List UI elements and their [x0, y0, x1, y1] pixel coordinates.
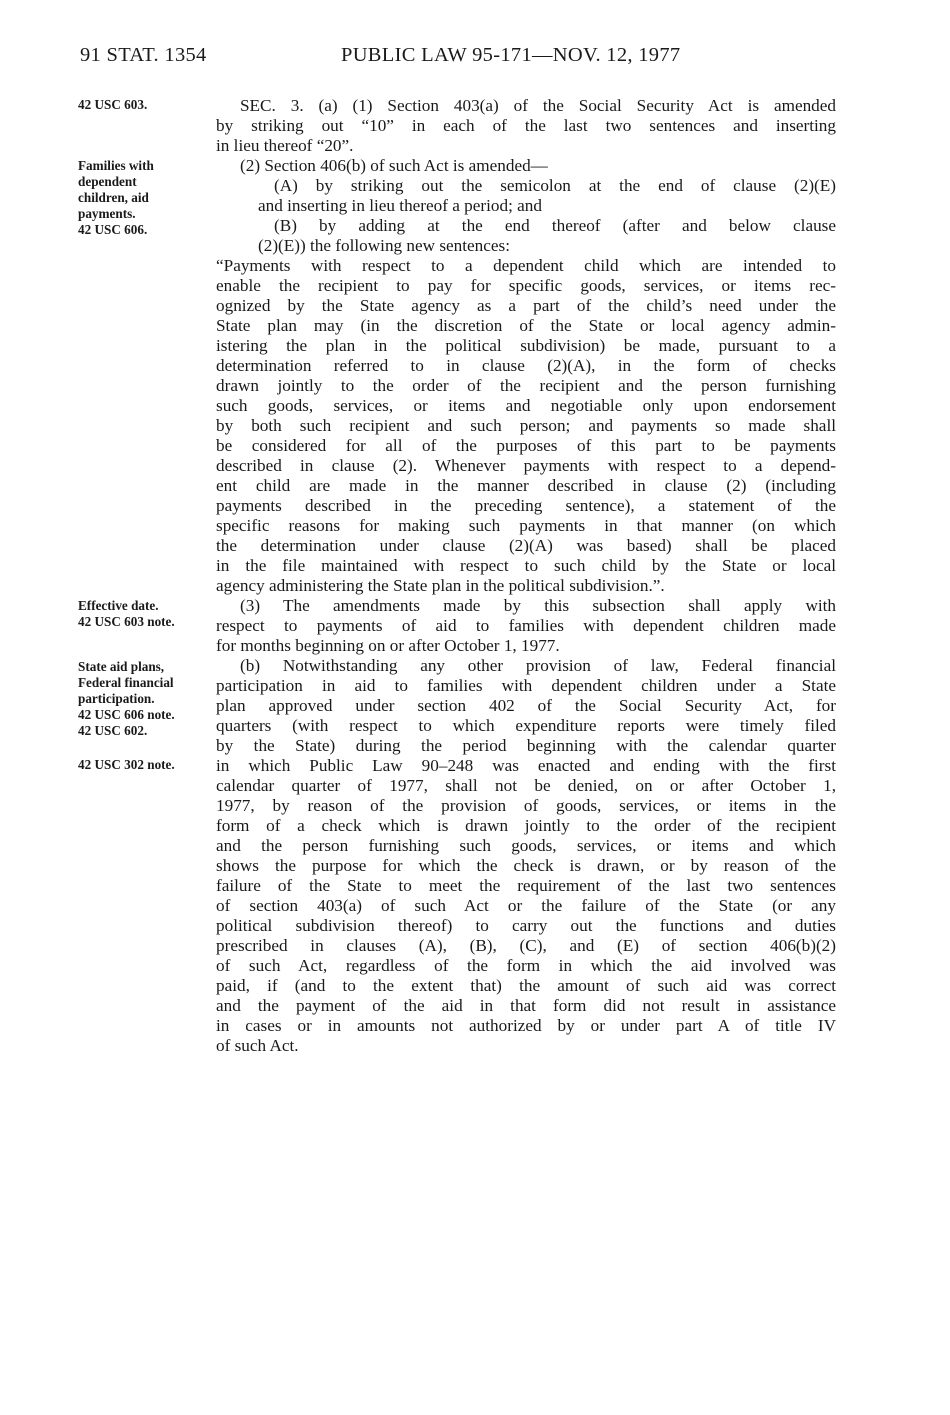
text-line: agency administering the State plan in the political subdivision.”. — [216, 576, 665, 595]
margin-note-line: 42 USC 602. — [78, 723, 148, 738]
text-line: in lieu thereof “20”. — [216, 136, 354, 155]
text-line: quarters (with respect to which expenditure reports were timely filed — [216, 716, 836, 735]
margin-note-usc-302 — [78, 757, 208, 773]
margin-note-effective-date — [78, 598, 208, 630]
text-line: be considered for all of the purposes of this part to be payments — [216, 436, 836, 455]
text-line: paid, if (and to the extent that) the amount of such aid was correct — [216, 976, 836, 995]
text-line: (B) by adding at the end thereof (after and below clause — [274, 216, 836, 235]
text-line: State plan may (in the discretion of the State or local agency admin- — [216, 316, 836, 335]
statute-body — [216, 96, 836, 1056]
running-head: PUBLIC LAW 95-171—NOV. 12, 1977 — [341, 44, 681, 66]
text-line: (A) by striking out the semicolon at the end of clause (2)(E) — [274, 176, 836, 195]
text-line: and the payment of the aid in that form did not result in assistance — [216, 996, 836, 1015]
margin-note-state-aid — [78, 659, 208, 739]
text-line: SEC. 3. (a) (1) Section 403(a) of the Social Security Act is amended — [240, 96, 836, 115]
text-line: by both such recipient and such person; and payments so made shall — [216, 416, 836, 435]
text-line: and inserting in lieu thereof a period; and — [258, 196, 542, 215]
text-line: for months beginning on or after October 1, 1977. — [216, 636, 560, 655]
text-line: failure of the State to meet the requirement of the last two sentences — [216, 876, 836, 895]
margin-note-line: State aid plans, — [78, 659, 165, 674]
text-line: by striking out “10” in each of the last two sentences and inserting — [216, 116, 836, 135]
text-line: of section 403(a) of such Act or the failure of the State (or any — [216, 896, 836, 915]
text-line: (b) Notwithstanding any other provision of law, Federal financial — [240, 656, 836, 675]
margin-note-families — [78, 158, 208, 238]
margin-note-line: payments. — [78, 206, 136, 221]
text-line: in the file maintained with respect to such child by the State or local — [216, 556, 836, 575]
text-line: ent child are made in the manner described in clause (2) (including — [216, 476, 836, 495]
text-line: ognized by the State agency as a part of the child’s need under the — [216, 296, 836, 315]
text-line: in cases or in amounts not authorized by or under part A of title IV — [216, 1016, 836, 1035]
text-line: (3) The amendments made by this subsection shall apply with — [240, 596, 836, 615]
text-line: such goods, services, or items and negotiable only upon endorsement — [216, 396, 836, 415]
text-line: calendar quarter of 1977, shall not be denied, on or after October 1, — [216, 776, 836, 795]
text-line: plan approved under section 402 of the Social Security Act, for — [216, 696, 836, 715]
text-line: and the person furnishing such goods, services, or items and which — [216, 836, 836, 855]
text-line: (2)(E)) the following new sentences: — [258, 236, 510, 255]
text-line: by the State) during the period beginning with the calendar quarter — [216, 736, 836, 755]
text-line: in which Public Law 90–248 was enacted and ending with the first — [216, 756, 836, 775]
text-line: 1977, by reason of the provision of goods, services, or items in the — [216, 796, 836, 815]
text-line: prescribed in clauses (A), (B), (C), and (E) of section 406(b)(2) — [216, 936, 836, 955]
text-line: participation in aid to families with dependent children under a State — [216, 676, 836, 695]
margin-note-line: 42 USC 603. — [78, 97, 148, 112]
margin-note-line: 42 USC 603 note. — [78, 614, 175, 629]
margin-note-line: 42 USC 606. — [78, 222, 148, 237]
text-line: form of a check which is drawn jointly to the order of the recipient — [216, 816, 836, 835]
margin-note-line: children, aid — [78, 190, 149, 205]
margin-note-line: 42 USC 606 note. — [78, 707, 175, 722]
text-line: enable the recipient to pay for specific goods, services, or items rec- — [216, 276, 836, 295]
margin-note-line: 42 USC 302 note. — [78, 757, 175, 772]
margin-note-line: Families with — [78, 158, 154, 173]
margin-note-line: dependent — [78, 174, 137, 189]
margin-note-line: Federal financial — [78, 675, 174, 690]
text-line: described in clause (2). Whenever payments with respect to a depend- — [216, 456, 836, 475]
text-line: determination referred to in clause (2)(A), in the form of checks — [216, 356, 836, 375]
text-line: istering the plan in the political subdivision) be made, pursuant to a — [216, 336, 836, 355]
margin-note-usc-603 — [78, 97, 208, 113]
text-line: drawn jointly to the order of the recipient and the person furnishing — [216, 376, 836, 395]
text-line: political subdivision thereof) to carry out the functions and duties — [216, 916, 836, 935]
margin-note-line: participation. — [78, 691, 155, 706]
text-line: of such Act, regardless of the form in which the aid involved was — [216, 956, 836, 975]
text-line: payments described in the preceding sentence), a statement of the — [216, 496, 836, 515]
margin-note-line: Effective date. — [78, 598, 159, 613]
text-line: of such Act. — [216, 1036, 299, 1055]
text-line: respect to payments of aid to families with dependent children made — [216, 616, 836, 635]
text-line: (2) Section 406(b) of such Act is amended— — [240, 156, 548, 175]
text-line: specific reasons for making such payments in that manner (on which — [216, 516, 836, 535]
text-line: the determination under clause (2)(A) was based) shall be placed — [216, 536, 836, 555]
text-line: shows the purpose for which the check is drawn, or by reason of the — [216, 856, 836, 875]
text-line: “Payments with respect to a dependent child which are intended to — [216, 256, 836, 275]
statute-page-number: 91 STAT. 1354 — [80, 44, 207, 66]
